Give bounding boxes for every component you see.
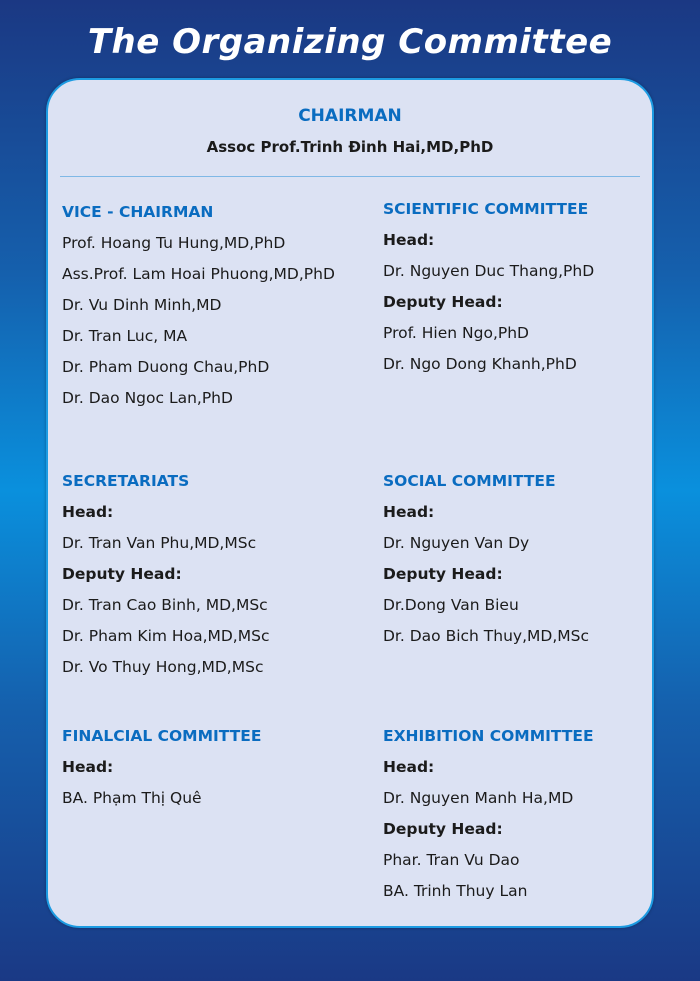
section-heading: SCIENTIFIC COMMITTEE bbox=[383, 200, 589, 218]
social-committee-section bbox=[383, 469, 589, 656]
member: Dr. Pham Duong Chau,PhD bbox=[62, 358, 270, 376]
head-label: Head: bbox=[62, 758, 114, 776]
financial-committee-section bbox=[62, 724, 261, 818]
member: Dr. Nguyen Duc Thang,PhD bbox=[383, 262, 595, 280]
secretariats-section bbox=[62, 469, 269, 687]
section-heading: VICE - CHAIRMAN bbox=[62, 203, 214, 221]
member: Dr. Dao Ngoc Lan,PhD bbox=[62, 389, 233, 407]
member: Dr.Dong Van Bieu bbox=[383, 596, 519, 614]
section-heading: SECRETARIATS bbox=[62, 472, 190, 490]
head-label: Head: bbox=[62, 503, 114, 521]
member: Dr. Dao Bich Thuy,MD,MSc bbox=[383, 627, 589, 645]
chairman-name: Assoc Prof.Trinh Đinh Hai,MD,PhD bbox=[206, 138, 494, 156]
head-label: Head: bbox=[383, 503, 435, 521]
member: Dr. Ngo Dong Khanh,PhD bbox=[383, 355, 577, 373]
section-heading: FINALCIAL COMMITTEE bbox=[62, 727, 262, 745]
member: Phar. Tran Vu Dao bbox=[383, 851, 520, 869]
member: Dr. Nguyen Manh Ha,MD bbox=[383, 789, 574, 807]
member: Dr. Tran Van Phu,MD,MSc bbox=[62, 534, 257, 552]
page-title: The Organizing Committee bbox=[87, 22, 613, 62]
exhibition-committee-section bbox=[383, 724, 594, 911]
scientific-committee-section bbox=[383, 197, 594, 384]
member: Prof. Hoang Tu Hung,MD,PhD bbox=[62, 234, 286, 252]
deputy-head-label: Deputy Head: bbox=[383, 820, 503, 838]
head-label: Head: bbox=[383, 758, 435, 776]
member: Dr. Tran Luc, MA bbox=[62, 327, 188, 345]
member: BA. Trinh Thuy Lan bbox=[383, 882, 528, 900]
section-heading: EXHIBITION COMMITTEE bbox=[383, 727, 594, 745]
section-heading: SOCIAL COMMITTEE bbox=[383, 472, 556, 490]
vice-chairman-section bbox=[62, 200, 335, 418]
member: Ass.Prof. Lam Hoai Phuong,MD,PhD bbox=[62, 265, 335, 283]
deputy-head-label: Deputy Head: bbox=[383, 293, 503, 311]
chairman-heading: CHAIRMAN bbox=[298, 106, 402, 126]
deputy-head-label: Deputy Head: bbox=[383, 565, 503, 583]
member: Prof. Hien Ngo,PhD bbox=[383, 324, 529, 342]
member: BA. Phạm Thị Quê bbox=[62, 789, 202, 807]
deputy-head-label: Deputy Head: bbox=[62, 565, 182, 583]
divider bbox=[60, 176, 640, 177]
head-label: Head: bbox=[383, 231, 435, 249]
member: Dr. Vu Dinh Minh,MD bbox=[62, 296, 222, 314]
member: Dr. Pham Kim Hoa,MD,MSc bbox=[62, 627, 270, 645]
member: Dr. Vo Thuy Hong,MD,MSc bbox=[62, 658, 264, 676]
member: Dr. Nguyen Van Dy bbox=[383, 534, 530, 552]
committee-panel bbox=[46, 78, 654, 928]
member: Dr. Tran Cao Binh, MD,MSc bbox=[62, 596, 268, 614]
